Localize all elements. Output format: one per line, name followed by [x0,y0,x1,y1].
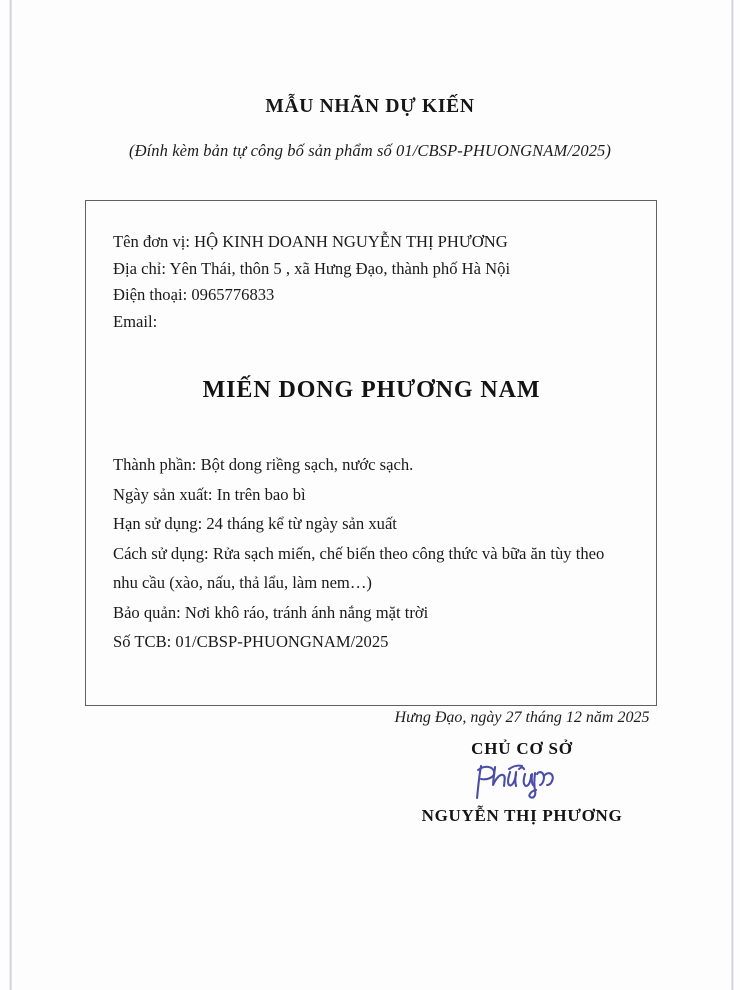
detail-line-storage [113,598,630,628]
handwritten-signature [372,760,672,804]
signature-block [372,709,672,826]
detail-value-expiry: 24 tháng kể từ ngày sản xuất [206,514,397,533]
product-label-box [85,200,657,706]
detail-value-declaration-number: 01/CBSP-PHUONGNAM/2025 [175,632,389,651]
detail-line-usage [113,539,625,598]
detail-label-expiry: Hạn sử dụng: [113,514,203,533]
org-label-email: Email: [113,311,158,331]
signature-name: NGUYỄN THỊ PHƯƠNG [421,806,623,825]
detail-label-ingredients: Thành phần: [113,455,197,474]
org-value-phone: 0965776833 [191,285,275,304]
label-box-content [86,201,656,657]
detail-label-production-date: Ngày sản xuất: [113,484,213,504]
org-line-name [113,229,630,256]
signature-place-date: Hưng Đạo, ngày 27 tháng 12 năm 2025 [394,709,650,726]
document-title: MẪU NHÃN DỰ KIẾN [265,96,475,117]
org-label-phone: Điện thoại: [113,285,188,304]
document-subtitle: (Đính kèm bản tự công bố sản phẩm số 01/CBSP-PHUONGNAM/2025) [129,141,611,160]
detail-value-storage: Nơi khô ráo, tránh ánh nắng mặt trời [184,602,429,622]
detail-value-usage: Rửa sạch miến, chế biến theo công thức và bữa ăn tùy theo nhu cầu (xào, nấu, thả lẩu, làm nem…) [113,543,605,592]
product-details-list [113,450,630,657]
detail-line-production-date [113,480,630,510]
org-line-phone [113,282,630,309]
org-label-address: Địa chỉ: [113,258,166,278]
detail-label-declaration-number: Số TCB: [113,632,172,651]
org-value-address: Yên Thái, thôn 5 , xã Hưng Đạo, thành phố Hà Nội [169,258,511,278]
detail-line-ingredients [113,450,630,480]
org-value-name: HỘ KINH DOANH NGUYỄN THỊ PHƯƠNG [194,232,508,251]
detail-line-declaration-number [113,627,630,657]
org-label-name: Tên đơn vị: [113,232,190,251]
org-line-address [113,256,630,283]
product-name-heading: MIẾN DONG PHƯƠNG NAM [202,377,541,403]
signature-role: CHỦ CƠ SỞ [471,739,573,758]
detail-value-production-date: In trên bao bì [216,484,306,504]
detail-label-usage: Cách sử dụng: [113,543,209,563]
detail-line-expiry [113,509,630,539]
detail-label-storage: Bảo quản: [113,602,181,622]
signature-ink-icon [472,760,576,804]
org-line-email [113,309,630,336]
detail-value-ingredients: Bột dong riềng sạch, nước sạch. [200,455,414,474]
